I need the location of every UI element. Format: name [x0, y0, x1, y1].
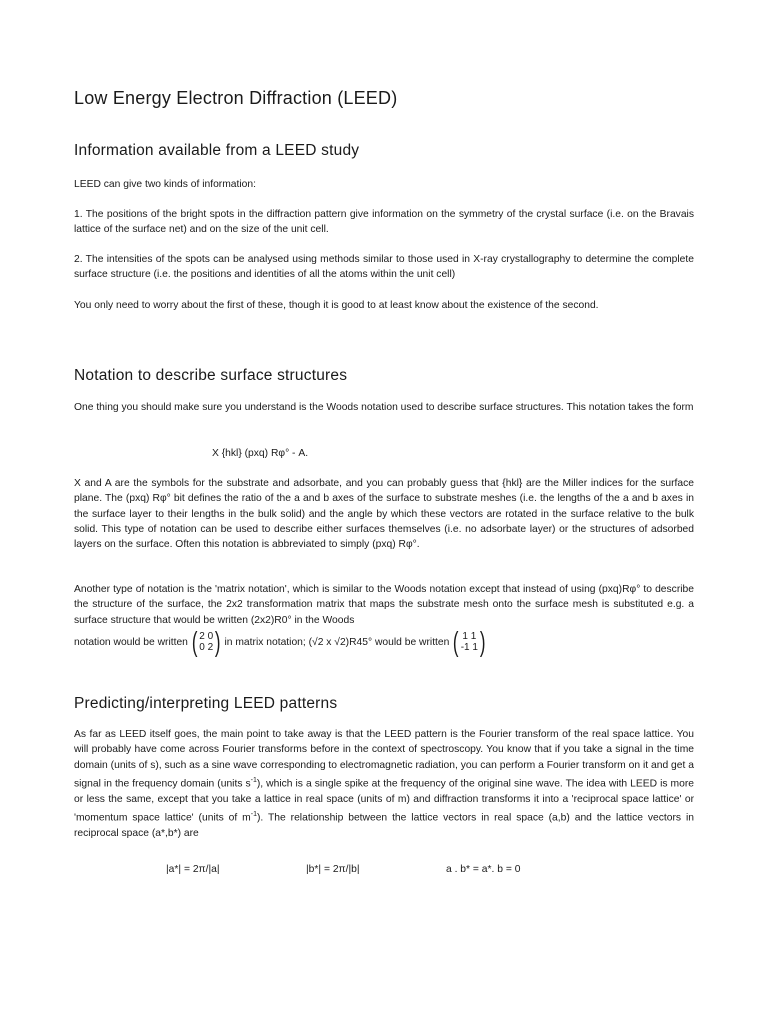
fourier-text-c: ). The relationship between the lattice vectors in real space (a,b) and the lattice vectors in reciprocal space (a*,b*) are — [74, 812, 694, 839]
matrix-notation-line — [74, 626, 694, 657]
fourier-text-b: ), which is a single spike at the frequency of the original sine wave. The idea with LEED is more or less the same, except that you take a lattice in real space (units of m) and diffraction transforms it into a 'reciprocal space lattice' or 'momentum space lattice' (units of m — [74, 778, 694, 824]
paragraph-note: You only need to worry about the first of these, though it is good to at least know about the existence of the second. — [74, 300, 599, 311]
paragraph-item-1: 1. The positions of the bright spots in the diffraction pattern give information on the symmetry of the crystal surface (i.e. on the Bravais lattice of the surface net) and on the size of the unit cell. — [74, 209, 694, 236]
matrix2-row2: -1 1 — [460, 642, 478, 653]
superscript-inverse-s: -1 — [250, 776, 257, 784]
matrix1-row1: 2 0 — [199, 631, 214, 642]
paragraph-fourier — [74, 727, 694, 841]
fourier-text-a: As far as LEED itself goes, the main point to take away is that the LEED pattern is the Fourier transform of the real space lattice. You will probably have come across Fourier transforms before in the context of spectroscopy. You know that if you take a signal in the time domain (units of s), such as a sine wave corresponding to electromagnetic radiation, you can perform a Fourier transform on it and get a signal in the frequency domain (units s — [74, 729, 694, 790]
matrix1-row2: 0 2 — [199, 642, 214, 653]
matrix-line-text-a: notation would be written — [74, 636, 188, 648]
paragraph-woods-intro: One thing you should make sure you understand is the Woods notation used to describe surface structures. This notation takes the form — [74, 402, 694, 413]
matrix-2x2-example: ( 2 0 0 2 ) — [191, 626, 221, 657]
section-heading-leed-patterns: Predicting/interpreting LEED patterns — [74, 695, 338, 712]
matrix2-row1: 1 1 — [462, 631, 477, 642]
equation-a-star: |a*| = 2π/|a| — [166, 864, 220, 875]
equation-b-star: |b*| = 2π/|b| — [306, 864, 360, 875]
paragraph-item-2: 2. The intensities of the spots can be analysed using methods similar to those used in X-ray crystallography to determine the complete surface structure (i.e. the positions and identities of all the atoms within the unit cell) — [74, 254, 694, 281]
superscript-inverse-m: -1 — [250, 810, 257, 818]
section-heading-information: Information available from a LEED study — [74, 142, 360, 159]
paragraph-intro: LEED can give two kinds of information: — [74, 179, 257, 190]
paragraph-woods-explanation: X and A are the symbols for the substrate and adsorbate, and you can probably guess that {hkl} are the Miller indices for the surface plane. The (pxq) Rφ° bit defines the ratio of the a and b axes of the surface to substrate meshes (i.e. the lengths of the a and b axes in the surface layer to their lengths in the bulk solid) and the angle by which these vectors are rotated in the surface relative to the bulk solid. This type of notation can be used to describe either surfaces themselves (i.e. no adsorbate layer) or the structures of adsorbed layers on the surface. Often this notation is abbreviated to simply (pxq) Rφ°. — [74, 478, 694, 551]
paragraph-matrix-notation: Another type of notation is the 'matrix notation', which is similar to the Woods notation except that instead of using (pxq)Rφ° to describe the structure of the surface, the 2x2 transformation matrix that maps the substrate mesh onto the surface mesh is substituted e.g. a surface structure that would be written (2x2)R0° in the Woods — [74, 584, 694, 626]
equation-orthogonality: a . b* = a*. b = 0 — [446, 864, 521, 875]
page-title: Low Energy Electron Diffraction (LEED) — [74, 88, 398, 108]
woods-formula: X {hkl} (pxq) Rφ° - A. — [212, 448, 309, 459]
matrix-line-text-b: in matrix notation; (√2 x √2)R45° would be written — [224, 636, 450, 648]
section-heading-notation: Notation to describe surface structures — [74, 367, 348, 384]
matrix-r45-example: ( 1 1 -1 1 ) — [453, 626, 486, 657]
